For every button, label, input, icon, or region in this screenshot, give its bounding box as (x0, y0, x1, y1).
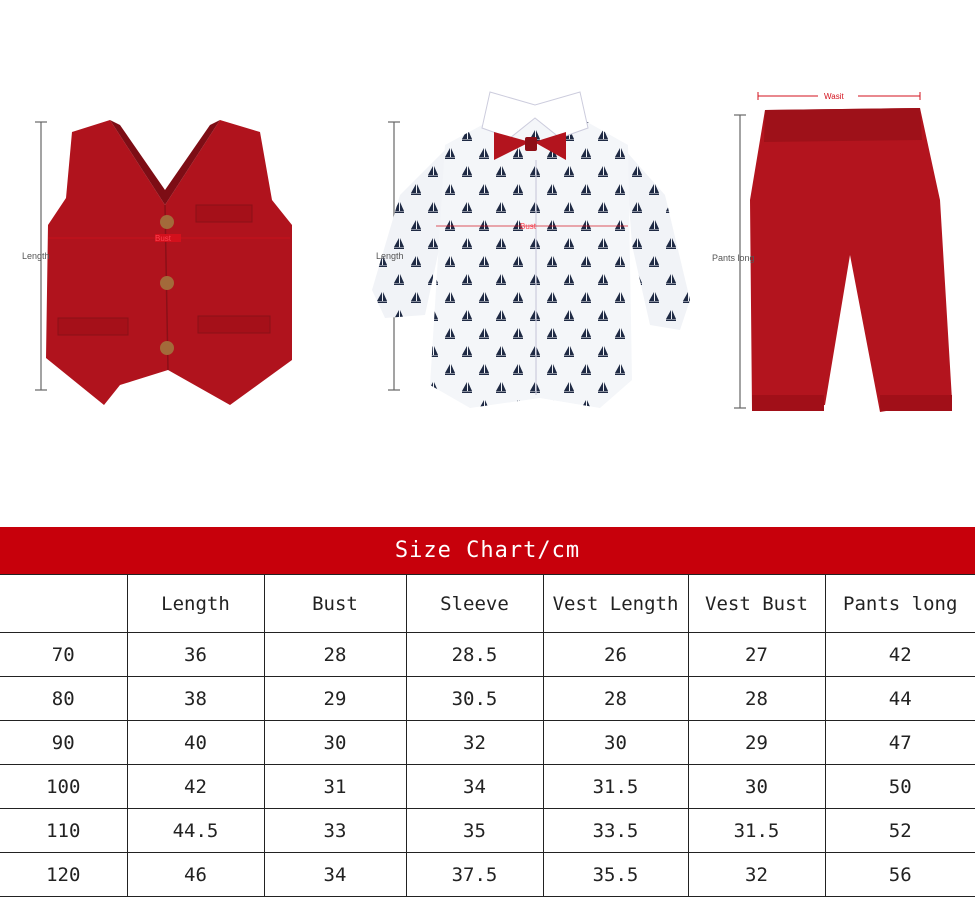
column-header-vest-bust: Vest Bust (688, 575, 825, 633)
size-chart-table (0, 574, 975, 897)
cell-length: 36 (127, 633, 264, 677)
cell-vest-length: 28 (543, 677, 688, 721)
table-row (0, 721, 975, 765)
cell-sleeve: 30.5 (406, 677, 543, 721)
cell-length: 42 (127, 765, 264, 809)
shirt-illustration (372, 92, 690, 408)
cell-sleeve: 32 (406, 721, 543, 765)
cell-size: 90 (0, 721, 127, 765)
cell-length: 38 (127, 677, 264, 721)
column-header-vest-length: Vest Length (543, 575, 688, 633)
cell-vest-bust: 32 (688, 853, 825, 897)
cell-pants-long: 42 (825, 633, 975, 677)
column-header-bust: Bust (264, 575, 406, 633)
cell-vest-length: 33.5 (543, 809, 688, 853)
column-header-size (0, 575, 127, 633)
cell-pants-long: 44 (825, 677, 975, 721)
column-header-pants-long: Pants long (825, 575, 975, 633)
size-chart-title: Size Chart/cm (0, 527, 975, 574)
pants-waist-label: Wasit (824, 92, 844, 101)
cell-bust: 30 (264, 721, 406, 765)
table-row (0, 853, 975, 897)
cell-vest-length: 31.5 (543, 765, 688, 809)
cell-bust: 28 (264, 633, 406, 677)
cell-size: 120 (0, 853, 127, 897)
cell-length: 46 (127, 853, 264, 897)
cell-vest-bust: 29 (688, 721, 825, 765)
table-header-row (0, 575, 975, 633)
cell-vest-bust: 30 (688, 765, 825, 809)
table-row (0, 633, 975, 677)
cell-bust: 29 (264, 677, 406, 721)
vest-bust-label: Bust (155, 234, 172, 243)
cell-sleeve: 37.5 (406, 853, 543, 897)
cell-pants-long: 52 (825, 809, 975, 853)
cell-vest-length: 30 (543, 721, 688, 765)
cell-vest-bust: 28 (688, 677, 825, 721)
cell-vest-bust: 31.5 (688, 809, 825, 853)
cell-vest-length: 35.5 (543, 853, 688, 897)
column-header-sleeve: Sleeve (406, 575, 543, 633)
cell-sleeve: 34 (406, 765, 543, 809)
vest-length-label: Length (22, 251, 50, 261)
table-row (0, 765, 975, 809)
cell-size: 80 (0, 677, 127, 721)
table-row (0, 809, 975, 853)
cell-vest-length: 26 (543, 633, 688, 677)
size-chart (0, 527, 975, 907)
cell-pants-long: 50 (825, 765, 975, 809)
cell-length: 44.5 (127, 809, 264, 853)
cell-length: 40 (127, 721, 264, 765)
cell-vest-bust: 27 (688, 633, 825, 677)
cell-bust: 31 (264, 765, 406, 809)
pants-illustration (712, 89, 952, 412)
cell-sleeve: 28.5 (406, 633, 543, 677)
cell-pants-long: 56 (825, 853, 975, 897)
cell-sleeve: 35 (406, 809, 543, 853)
column-header-length: Length (127, 575, 264, 633)
cell-size: 110 (0, 809, 127, 853)
cell-pants-long: 47 (825, 721, 975, 765)
vest-illustration (22, 120, 292, 405)
table-row (0, 677, 975, 721)
cell-bust: 33 (264, 809, 406, 853)
shirt-bust-label: Bust (520, 222, 537, 231)
cell-bust: 34 (264, 853, 406, 897)
pants-long-label: Pants long (712, 253, 755, 263)
cell-size: 100 (0, 765, 127, 809)
cell-size: 70 (0, 633, 127, 677)
shirt-length-label: Length (376, 251, 404, 261)
